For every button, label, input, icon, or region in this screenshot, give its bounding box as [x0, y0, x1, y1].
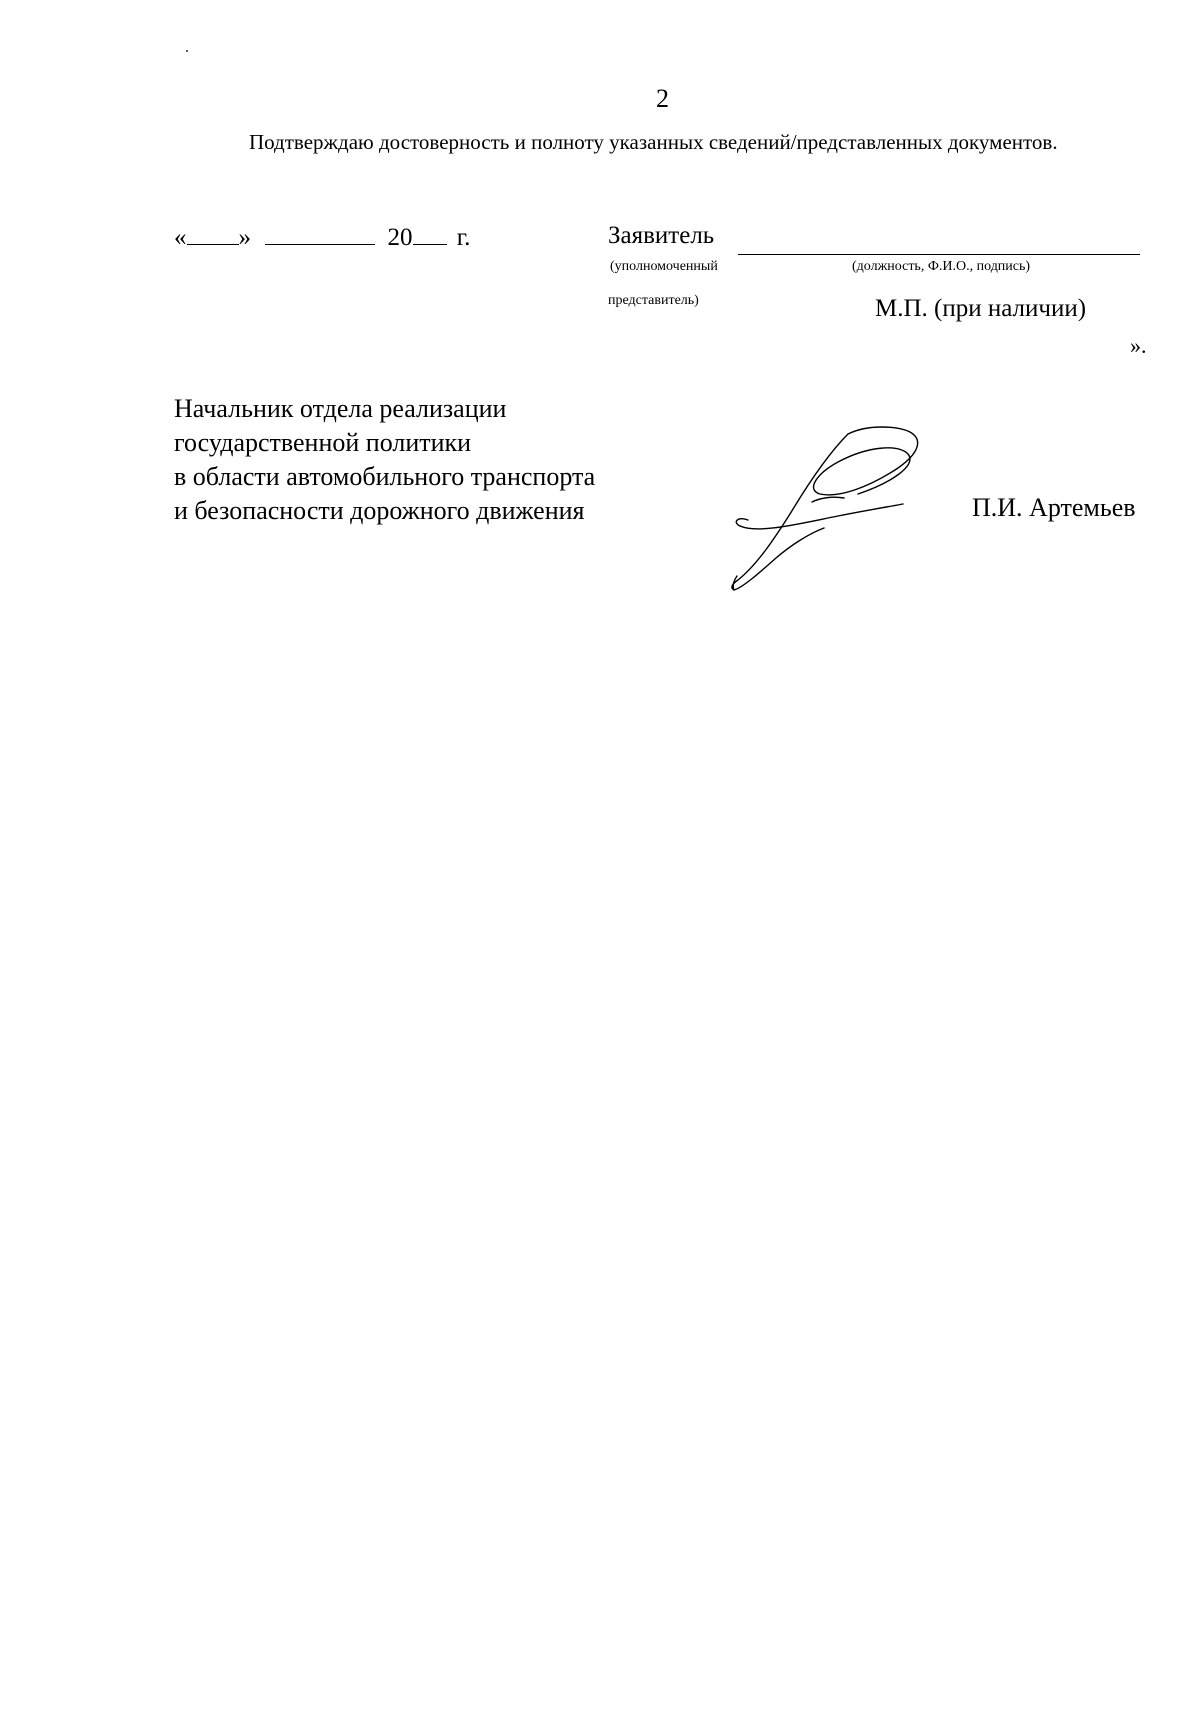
applicant-label: Заявитель — [608, 222, 715, 249]
month-blank[interactable] — [265, 222, 375, 245]
year-blank[interactable] — [413, 222, 447, 245]
stamp-label: М.П. (при наличии) — [875, 295, 1087, 322]
closing-quote: ». — [1130, 333, 1147, 358]
signer-title-line: государственной политики — [174, 428, 472, 457]
applicant-signature-line[interactable] — [738, 254, 1140, 255]
scan-speck — [186, 50, 188, 52]
signer-title-line: Начальник отдела реализации — [174, 394, 507, 423]
page-number: 2 — [656, 84, 669, 113]
signer-title — [174, 392, 595, 528]
year-prefix: 20 — [387, 224, 413, 251]
year-suffix: г. — [456, 224, 471, 251]
date-close-quote: » — [238, 224, 251, 251]
signer-title-line: в области автомобильного транспорта — [174, 462, 596, 491]
confirmation-paragraph: Подтверждаю достоверность и полноту указанных сведений/представленных документов. — [249, 130, 1058, 154]
date-line — [174, 222, 470, 252]
signer-title-line: и безопасности дорожного движения — [174, 496, 585, 525]
date-open-quote: « — [174, 224, 187, 251]
applicant-sublabel-rep-line2: представитель) — [608, 293, 699, 308]
applicant-sublabel-position: (должность, Ф.И.О., подпись) — [852, 259, 1031, 274]
day-blank[interactable] — [187, 222, 239, 245]
signer-name: П.И. Артемьев — [972, 493, 1136, 522]
applicant-sublabel-rep-line1: (уполномоченный — [610, 259, 718, 274]
handwritten-signature — [728, 424, 948, 594]
